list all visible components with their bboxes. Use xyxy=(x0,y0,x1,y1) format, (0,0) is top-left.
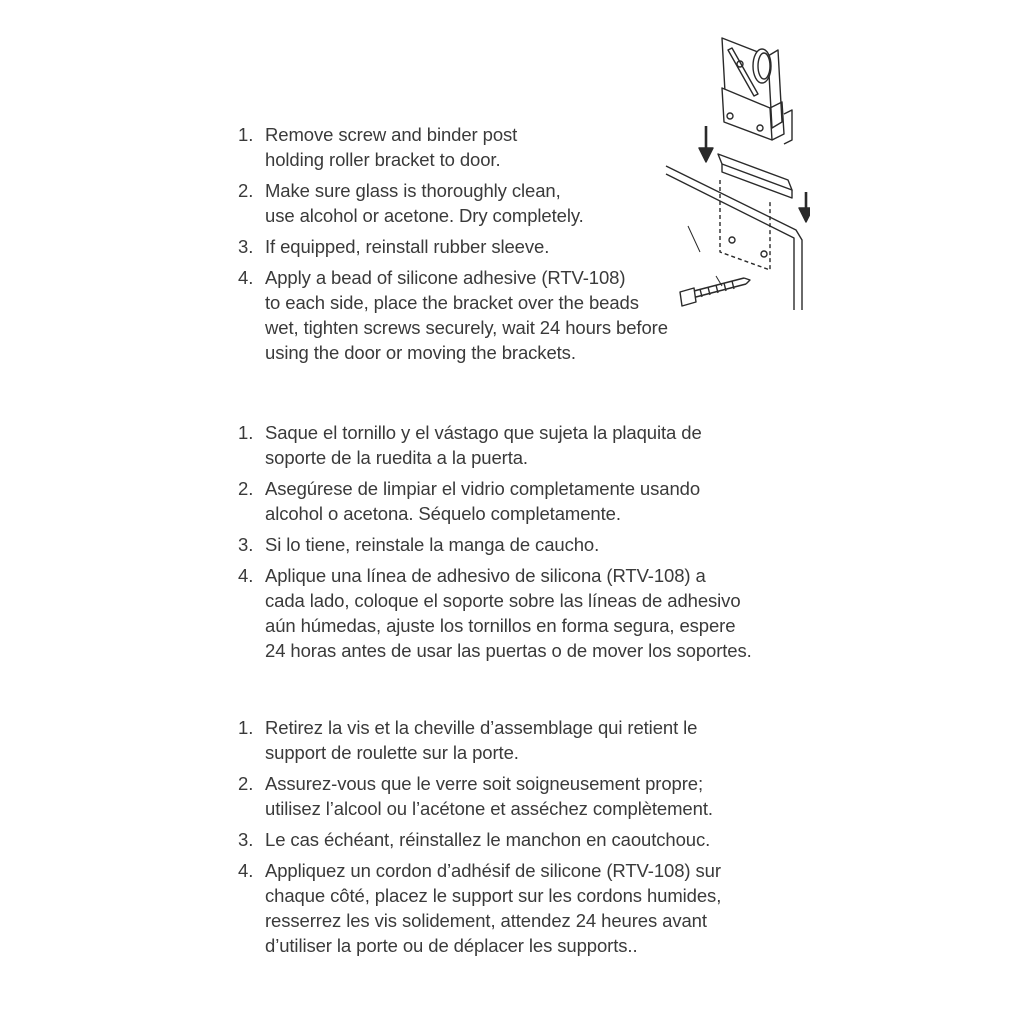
step-text-line: utilisez l’alcool ou l’acétone et asséchez complètement. xyxy=(265,798,713,819)
step-4 xyxy=(238,563,838,663)
step-3 xyxy=(238,234,838,259)
step-number: 3. xyxy=(238,534,254,555)
step-2 xyxy=(238,476,838,526)
step-text-line: Appliquez un cordon d’adhésif de silicone (RTV-108) sur xyxy=(265,860,721,881)
step-text-line: If equipped, reinstall rubber sleeve. xyxy=(265,236,550,257)
step-number: 4. xyxy=(238,267,254,288)
step-number: 3. xyxy=(238,236,254,257)
step-text-line: Remove screw and binder post xyxy=(265,124,518,145)
instructions-spanish xyxy=(238,420,838,669)
step-number: 1. xyxy=(238,124,254,145)
step-number: 2. xyxy=(238,478,254,499)
step-number: 4. xyxy=(238,565,254,586)
step-text-line: cada lado, coloque el soporte sobre las líneas de adhesivo xyxy=(265,590,741,611)
step-number: 4. xyxy=(238,860,254,881)
step-text-line: 24 horas antes de usar las puertas o de mover los soportes. xyxy=(265,640,752,661)
instructions-french xyxy=(238,715,838,964)
step-4 xyxy=(238,858,838,958)
step-text-line: Make sure glass is thoroughly clean, xyxy=(265,180,561,201)
step-text-line: alcohol o acetona. Séquelo completamente. xyxy=(265,503,621,524)
step-text-line: d’utiliser la porte ou de déplacer les supports.. xyxy=(265,935,638,956)
step-text-line: chaque côté, placez le support sur les cordons humides, xyxy=(265,885,722,906)
step-text-line: to each side, place the bracket over the beads xyxy=(265,292,639,313)
step-text-line: Si lo tiene, reinstale la manga de caucho. xyxy=(265,534,600,555)
step-2 xyxy=(238,771,838,821)
step-text-line: Assurez-vous que le verre soit soigneusement propre; xyxy=(265,773,703,794)
step-text-line: resserrez les vis solidement, attendez 24 heures avant xyxy=(265,910,707,931)
step-text-line: holding roller bracket to door. xyxy=(265,149,501,170)
step-number: 1. xyxy=(238,422,254,443)
step-text-line: Le cas échéant, réinstallez le manchon en caoutchouc. xyxy=(265,829,711,850)
step-number: 2. xyxy=(238,773,254,794)
step-text-line: use alcohol or acetone. Dry completely. xyxy=(265,205,584,226)
step-text-line: Asegúrese de limpiar el vidrio completamente usando xyxy=(265,478,701,499)
step-2 xyxy=(238,178,838,228)
step-text-line: support de roulette sur la porte. xyxy=(265,742,519,763)
step-text-line: Aplique una línea de adhesivo de silicona (RTV-108) a xyxy=(265,565,706,586)
step-number: 2. xyxy=(238,180,254,201)
step-text-line: Retirez la vis et la cheville d’assemblage qui retient le xyxy=(265,717,698,738)
step-1 xyxy=(238,420,838,470)
instructions-english xyxy=(238,122,838,371)
step-1 xyxy=(238,122,838,172)
step-text-line: using the door or moving the brackets. xyxy=(265,342,576,363)
step-3 xyxy=(238,532,838,557)
step-number: 1. xyxy=(238,717,254,738)
step-1 xyxy=(238,715,838,765)
step-text-line: Saque el tornillo y el vástago que sujeta la plaquita de xyxy=(265,422,702,443)
step-3 xyxy=(238,827,838,852)
step-number: 3. xyxy=(238,829,254,850)
step-text-line: Apply a bead of silicone adhesive (RTV-108) xyxy=(265,267,626,288)
step-text-line: aún húmedas, ajuste los tornillos en forma segura, espere xyxy=(265,615,736,636)
step-4 xyxy=(238,265,838,365)
step-text-line: soporte de la ruedita a la puerta. xyxy=(265,447,528,468)
step-text-line: wet, tighten screws securely, wait 24 hours before xyxy=(265,317,668,338)
